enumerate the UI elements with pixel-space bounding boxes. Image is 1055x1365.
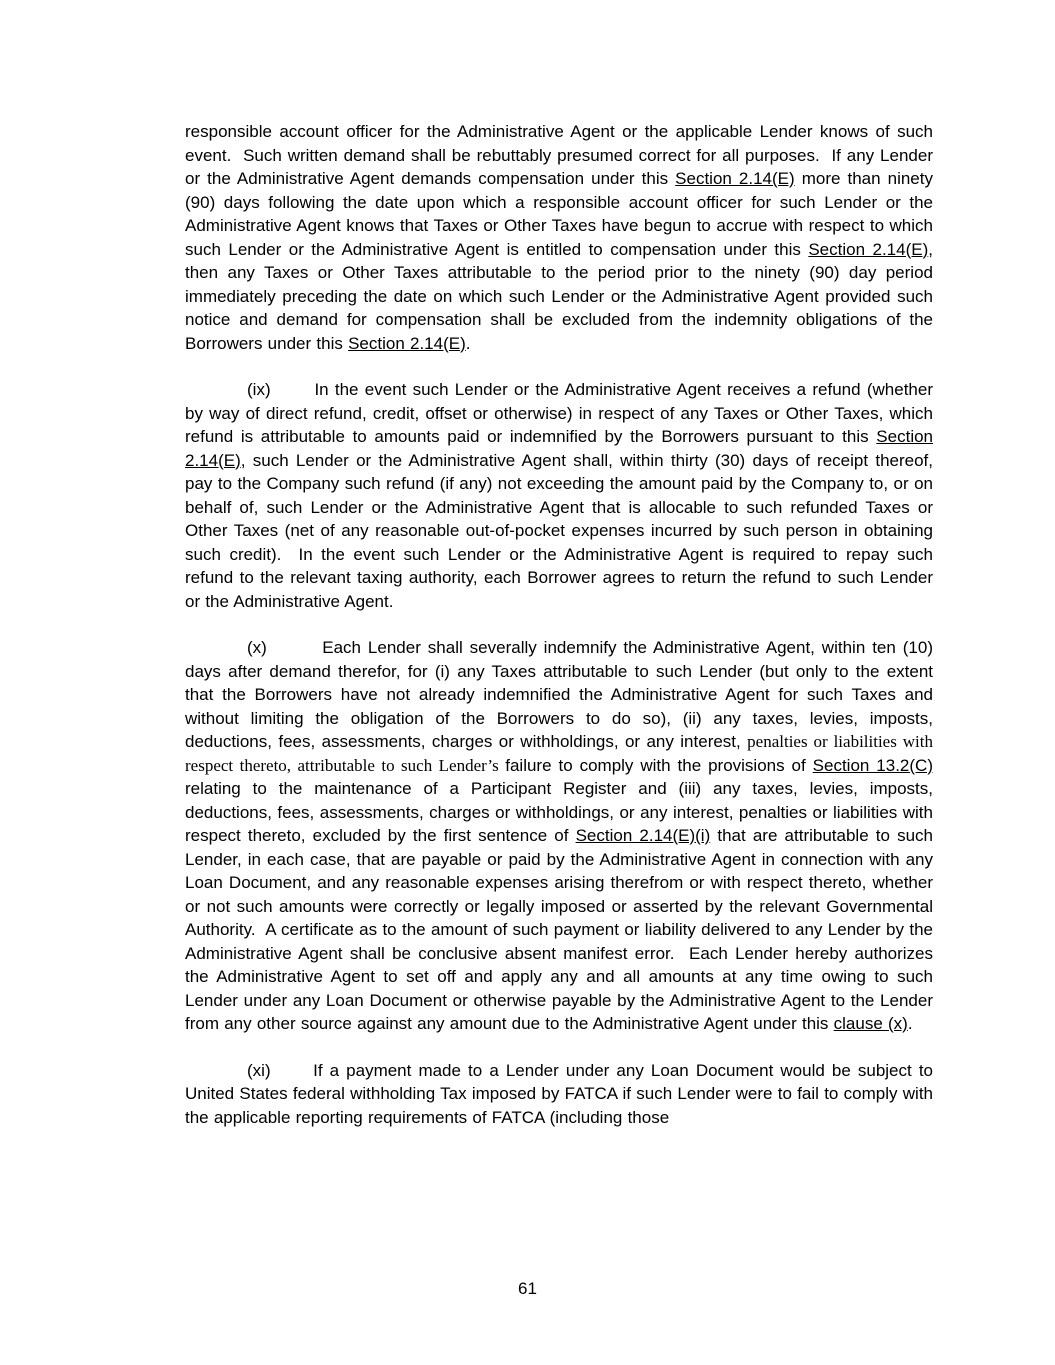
text-segment: more than ninety (90) days following the date upon which a responsible account officer for such Lender or the Administrative Agent knows that Taxes or Other Taxes have begun to accrue with respect to which such Lender or the Administrative Agent is entitled to compensation under this bbox=[185, 169, 933, 259]
text-segment: . bbox=[907, 1014, 913, 1033]
section-reference: clause (x) bbox=[833, 1014, 908, 1033]
paragraph-clause-xi bbox=[185, 1059, 933, 1130]
text-segment: relating to the maintenance of a Participant Register and (iii) any taxes, levies, imposts, deductions, fees, assessments, charges or withholdings, or any interest, penalties or liabilities with respect thereto, excluded by the first sentence of bbox=[185, 779, 933, 845]
section-reference: Section 2.14(E) bbox=[185, 427, 933, 470]
section-reference: Section 2.14(E) bbox=[348, 333, 466, 353]
text-segment: , such Lender or the Administrative Agent shall, within thirty (30) days of receipt thereof, pay to the Company such refund (if any) not exceeding the amount paid by the Company to, or on behalf of, such Lender or the Administrative Agent that is allocable to such refunded Taxes or Other Taxes (net of any reasonable out-of-pocket expenses incurred by such person in obtaining such credit). In the event such Lender or the Administrative Agent is required to repay such refund to the relevant taxing authority, each Borrower agrees to return the refund to such Lender or the Administrative Agent. bbox=[185, 450, 933, 611]
text-segment: penalties or liabilities with respect thereto, attributable to such Lender’s bbox=[185, 732, 933, 775]
text-segment: (xi) If a payment made to a Lender under any Loan Document would be subject to United States federal withholding Tax imposed by FATCA if such Lender were to fail to comply with the applicable reporting requirements of FATCA (including those bbox=[185, 1060, 933, 1127]
section-reference: Section 2.14(E) bbox=[675, 169, 795, 188]
paragraph-continuation bbox=[185, 120, 933, 355]
paragraph-clause-ix bbox=[185, 378, 933, 613]
section-reference: Section 2.14(E)(i) bbox=[575, 826, 711, 845]
paragraph-clause-x bbox=[185, 636, 933, 1036]
text-segment: . bbox=[465, 333, 471, 353]
section-reference: Section 13.2(C) bbox=[812, 755, 933, 775]
page-content bbox=[185, 120, 933, 1152]
text-segment: (x) Each Lender shall severally indemnify the Administrative Agent, within ten (10) days after demand therefor, for (i) any Taxes attributable to such Lender (but only to the extent that the Borrowers have not already indemnified the Administrative Agent for such Taxes and without limiting the obligation of the Borrowers to do so), (ii) any taxes, levies, imposts, deductions, fees, assessments, charges or withholdings, or any interest, bbox=[185, 638, 933, 751]
section-reference: Section 2.14(E) bbox=[808, 239, 929, 259]
text-segment: responsible account officer for the Administrative Agent or the applicable Lender knows of such event. Such written demand shall be rebuttably presumed correct for all purposes. If any Lender or the Administrative Agent demands compensation under this bbox=[185, 122, 933, 188]
page-number: 61 bbox=[518, 1279, 537, 1298]
text-segment: , then any Taxes or Other Taxes attributable to the period prior to the ninety (90) day period immediately preceding the date on which such Lender or the Administrative Agent provided such notice and demand for compensation shall be excluded from the indemnity obligations of the Borrowers under this bbox=[185, 239, 933, 353]
text-segment: failure to comply with the provisions of bbox=[505, 755, 813, 775]
text-segment: that are attributable to such Lender, in each case, that are payable or paid by the Administrative Agent in connection with any Loan Document, and any reasonable expenses arising therefrom or with respect thereto, whether or not such amounts were correctly or legally imposed or asserted by the relevant Governmental Authority. A certificate as to the amount of such payment or liability delivered to any Lender by the Administrative Agent shall be conclusive absent manifest error. Each Lender hereby authorizes the Administrative Agent to set off and apply any and all amounts at any time owing to such Lender under any Loan Document or otherwise payable by the Administrative Agent to the Lender from any other source against any amount due to the Administrative Agent under this bbox=[185, 826, 933, 1033]
text-segment: (ix) In the event such Lender or the Administrative Agent receives a refund (whether by way of direct refund, credit, offset or otherwise) in respect of any Taxes or Other Taxes, which refund is attributable to amounts paid or indemnified by the Borrowers pursuant to this bbox=[185, 380, 933, 446]
